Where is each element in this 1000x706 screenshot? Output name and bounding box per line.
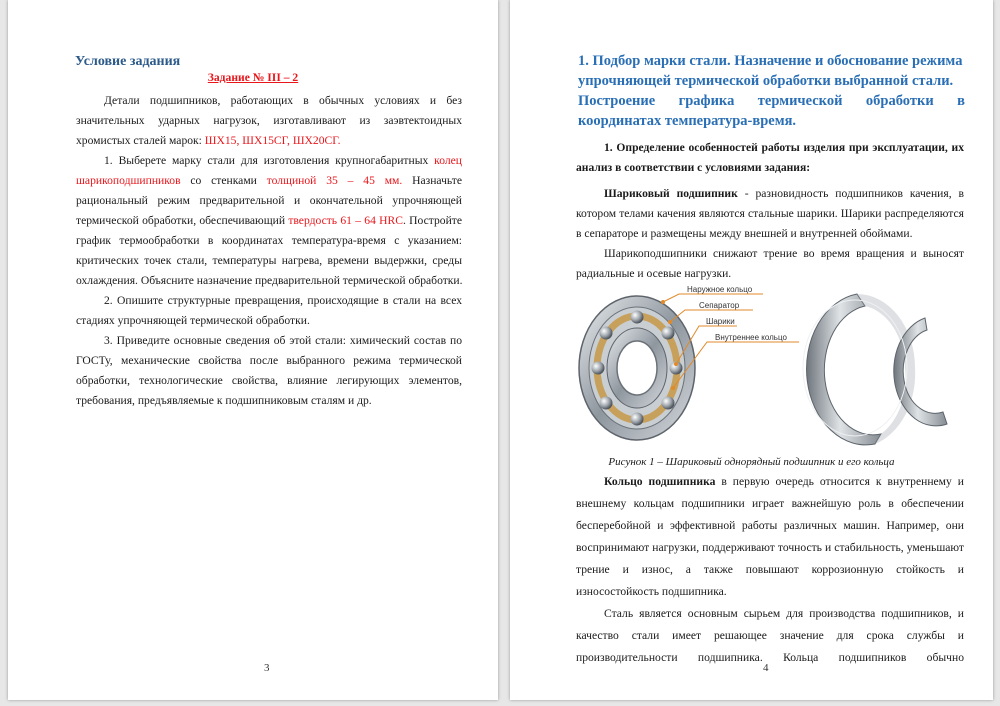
task-line: ГОСТу, механические свойства после выбранного режима термической xyxy=(76,354,462,367)
task-title: Задание № III – 2 xyxy=(207,71,299,84)
body-line: производительности подшипника. Кольца подшипников обычно xyxy=(576,651,964,664)
subheading-line: 1. Определение особенностей работы изделия при эксплуатации, их xyxy=(604,141,964,154)
task-line: требования, предъявляемые к подшипниковым сталям и др. xyxy=(76,394,372,407)
label-inner-ring: Внутреннее кольцо xyxy=(715,333,787,342)
task-line: хромистых сталей марок: ШХ15, ШХ15СГ, ШХ20СГ. xyxy=(76,134,341,147)
chapter-heading-line: Построение графика термической обработки в xyxy=(578,93,965,109)
page-left xyxy=(8,0,498,700)
subheading-line: анализ в соответствии с условиями задания: xyxy=(576,161,811,174)
page-right xyxy=(510,0,993,700)
task-line: охлаждения. Объясните назначение предварительной термической обработки. xyxy=(76,274,463,287)
chapter-heading-line: упрочняющей термической обработки выбранной стали. xyxy=(578,73,954,89)
body-line: Кольцо подшипника в первую очередь относится к внутреннему и xyxy=(604,475,964,488)
task-line: стадиях упрочняющей термической обработки. xyxy=(76,314,310,327)
label-outer-ring: Наружное кольцо xyxy=(687,285,753,294)
bearing-rings xyxy=(803,294,947,445)
task-line: 2. Опишите структурные превращения, происходящие в стали на всех xyxy=(104,294,462,307)
task-line: Детали подшипников, работающих в обычных условиях и без xyxy=(104,94,462,107)
body-line: в сепараторе и размещены между внешней и внутренней обоймами. xyxy=(576,227,913,240)
task-line: 1. Выберете марку стали для изготовления крупногабаритных колец xyxy=(104,154,462,167)
label-cage: Сепаратор xyxy=(699,301,740,310)
chapter-heading-line: координатах температура-время. xyxy=(578,113,797,129)
body-line: бесперебойной и эффективной работы различных машин. Например, они xyxy=(576,519,964,532)
section-heading: Условие задания xyxy=(75,54,181,69)
chapter-heading-line: 1. Подбор марки стали. Назначение и обоснование режима xyxy=(578,53,963,69)
task-line: график термообработки в координатах температура-время с указанием: xyxy=(76,234,462,247)
body-line: износостойкость подшипника. xyxy=(576,585,727,598)
task-line: обработки, технологические свойства, влияние легирующих элементов, xyxy=(76,374,462,387)
task-line: критических точек стали, температуры нагрева, времени выдержки, среды xyxy=(76,254,462,267)
task-line: значительных ударных нагрузок, изготавливают из заэвтектоидных xyxy=(76,114,462,127)
hardness-value: твердость 61 – 64 HRC xyxy=(288,214,403,227)
label-balls: Шарики xyxy=(706,317,735,326)
body-line: котором телами качения являются стальные шарики. Шарики распределяются xyxy=(576,207,964,220)
page-number: 3 xyxy=(264,662,270,674)
body-line: внешнему кольцам подшипники играет важнейшую роль в обеспечении xyxy=(576,497,964,510)
body-line: воспринимают нагрузки, поддерживают точность и стабильность, уменьшают xyxy=(576,541,964,554)
task-line: рациональный режим предварительной и окончательной упрочняющей xyxy=(76,194,462,207)
body-line: Шарикоподшипники снижают трение во время вращения и выносят xyxy=(604,247,964,260)
steel-grades: ШХ15, ШХ15СГ, ШХ20СГ. xyxy=(204,134,341,147)
bearing-figure xyxy=(575,284,967,452)
assembled-bearing xyxy=(579,296,695,440)
task-line: термической обработки, обеспечивающий твердость 61 – 64 HRC. Постройте xyxy=(76,214,462,227)
body-line: радиальные и осевые нагрузки. xyxy=(576,267,732,280)
body-line: Шариковый подшипник - разновидность подшипников качения, в xyxy=(604,187,964,200)
body-line: трение и износ, а также повышают коррозионную стойкость и xyxy=(576,563,964,576)
body-line: Сталь является основным сырьем для производства подшипников, и xyxy=(604,607,964,620)
task-line: шарикоподшипников со стенками толщиной 35 – 45 мм. Назначьте xyxy=(76,174,462,187)
task-line: 3. Приведите основные сведения об этой стали: химический состав по xyxy=(104,334,462,347)
figure-caption: Рисунок 1 – Шариковый однорядный подшипник и его кольца xyxy=(608,456,895,468)
body-line: качество стали имеет решающее значение для срока службы и xyxy=(576,629,964,642)
page-number: 4 xyxy=(763,662,769,674)
